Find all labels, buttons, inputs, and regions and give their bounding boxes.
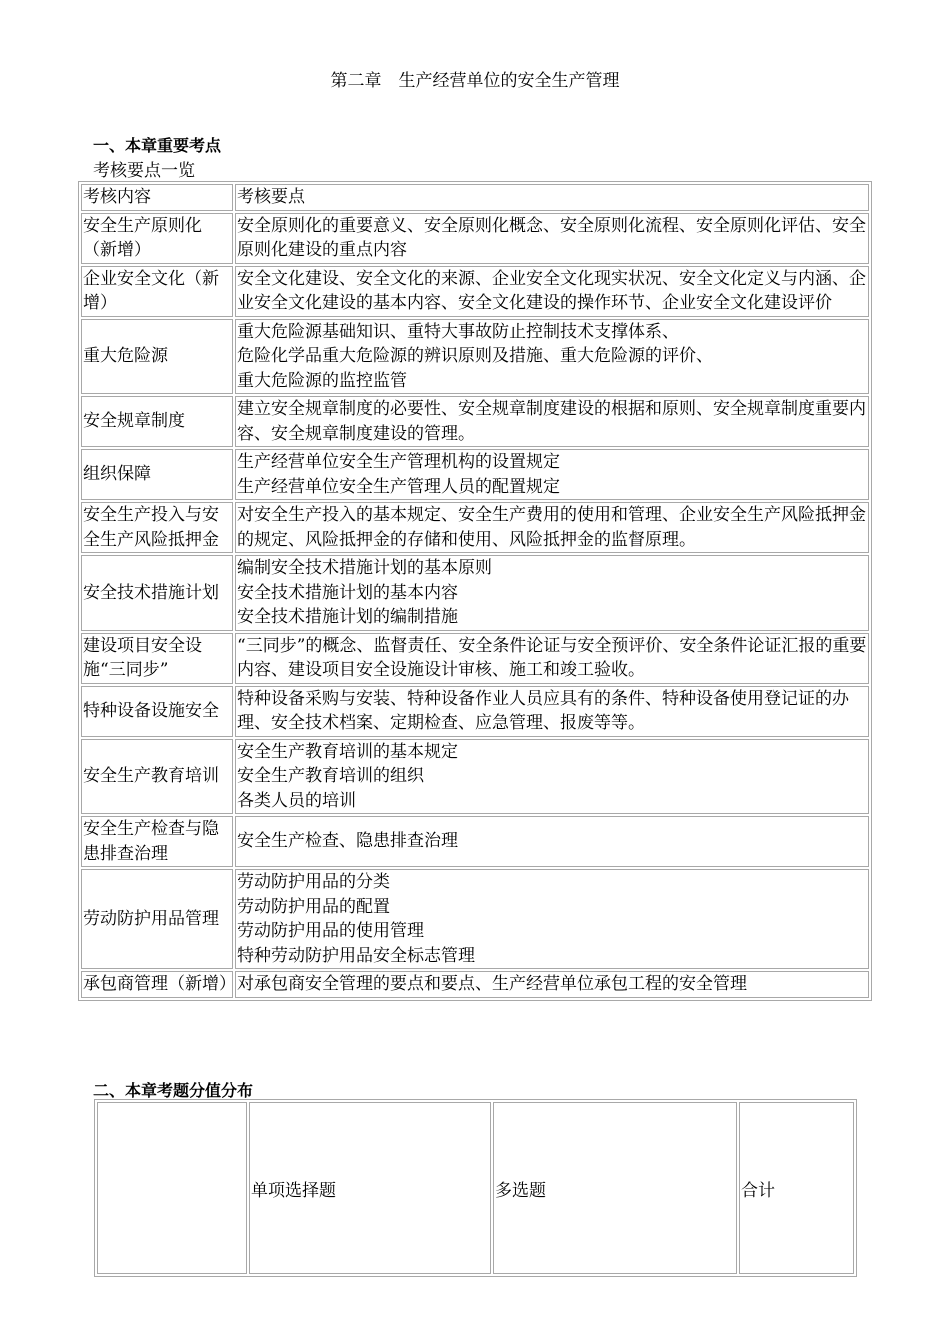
point-line: 安全文化建设、安全文化的来源、企业安全文化现实状况、安全文化定义与内涵、企业安全文化建设的基本内容、安全文化建设的操作环节、企业安全文化建设评价: [237, 268, 866, 313]
point-line: 建立安全规章制度的必要性、安全规章制度建设的根据和原则、安全规章制度重要内容、安全规章制度建设的管理。: [237, 399, 866, 444]
point-line: 安全技术措施计划的编制措施: [237, 607, 458, 627]
topic-cell: 组织保障: [81, 449, 233, 500]
point-line: 劳动防护用品的使用管理: [237, 921, 424, 941]
table-row: [81, 971, 869, 998]
points-cell: [235, 213, 869, 264]
points-cell: [235, 555, 869, 631]
points-cell: [235, 971, 869, 998]
points-cell: [235, 686, 869, 737]
points-cell: [235, 449, 869, 500]
chapter-title: 第二章 生产经营单位的安全生产管理: [330, 71, 620, 91]
point-line: 对承包商安全管理的要点和要点、生产经营单位承包工程的安全管理: [237, 974, 747, 994]
table-row: [81, 502, 869, 553]
table-row: [81, 739, 869, 815]
header-points: 考核要点: [235, 184, 869, 211]
point-line: 安全生产检查、隐患排查治理: [237, 831, 458, 852]
table-row: [81, 319, 869, 395]
table-row: [81, 213, 869, 264]
point-line: 对安全生产投入的基本规定、安全生产费用的使用和管理、企业安全生产风险抵押金的规定、风险抵押金的存储和使用、风险抵押金的监督原理。: [237, 505, 866, 550]
topic-cell: 企业安全文化（新增）: [81, 266, 233, 317]
score-col-total: 合计: [739, 1102, 854, 1274]
points-cell: [235, 869, 869, 969]
score-distribution-table: [94, 1099, 857, 1277]
score-col-multiple-choice: 多选题: [493, 1102, 737, 1274]
point-line: 编制安全技术措施计划的基本原则: [237, 558, 492, 578]
topic-cell: 重大危险源: [81, 319, 233, 395]
point-line: 各类人员的培训: [237, 790, 356, 811]
table-row: [81, 555, 869, 631]
table-row: [81, 266, 869, 317]
point-line: “三同步”的概念、监督责任、安全条件论证与安全预评价、安全条件论证汇报的重要内容、建设项目安全设施设计审核、施工和竣工验收。: [237, 635, 867, 680]
point-line: 重大危险源的监控监管: [237, 370, 407, 391]
topic-cell: 安全生产教育培训: [81, 739, 233, 815]
table-row: [81, 869, 869, 969]
points-cell: [235, 266, 869, 317]
point-line: 安全生产教育培训的基本规定: [237, 741, 458, 762]
score-col-empty: [97, 1102, 247, 1274]
topic-cell: 承包商管理（新增）: [81, 971, 233, 998]
section-heading-key-points: 一、本章重要考点: [93, 136, 222, 155]
points-cell: [235, 739, 869, 815]
key-points-table: [78, 181, 872, 1001]
topic-cell: 安全技术措施计划: [81, 555, 233, 631]
table-header-row: [81, 184, 869, 211]
topic-cell: 建设项目安全设施“三同步”: [81, 633, 233, 684]
points-cell: [235, 319, 869, 395]
header-topic: 考核内容: [81, 184, 233, 211]
topic-cell: 特种设备设施安全: [81, 686, 233, 737]
topic-cell: 劳动防护用品管理: [81, 869, 233, 969]
point-line: 安全技术措施计划的基本内容: [237, 582, 458, 603]
table-row: [81, 449, 869, 500]
point-line: 劳动防护用品的分类: [237, 872, 390, 892]
point-line: 生产经营单位安全生产管理机构的设置规定: [237, 452, 560, 472]
point-line: 安全原则化的重要意义、安全原则化概念、安全原则化流程、安全原则化评估、安全原则化建设的重点内容: [237, 215, 866, 260]
point-line: 生产经营单位安全生产管理人员的配置规定: [237, 476, 560, 497]
topic-cell: 安全生产检查与隐患排查治理: [81, 816, 233, 867]
points-cell: [235, 633, 869, 684]
score-col-single-choice: 单项选择题: [249, 1102, 491, 1274]
section-heading-score-distribution: 二、本章考题分值分布: [93, 1081, 254, 1100]
section-subheading: 考核要点一览: [93, 161, 195, 181]
point-line: 危险化学品重大危险源的辨识原则及措施、重大危险源的评价、: [237, 346, 713, 366]
table-row: [81, 816, 869, 867]
point-line: 安全生产教育培训的组织: [237, 766, 424, 786]
points-cell: [235, 502, 869, 553]
table-row: [81, 686, 869, 737]
point-line: 重大危险源基础知识、重特大事故防止控制技术支撑体系、: [237, 321, 679, 342]
point-line: 劳动防护用品的配置: [237, 896, 390, 917]
topic-cell: 安全生产投入与安全生产风险抵押金: [81, 502, 233, 553]
point-line: 特种劳动防护用品安全标志管理: [237, 945, 475, 966]
points-cell: [235, 816, 869, 867]
table-row: [81, 396, 869, 447]
table-row: [81, 633, 869, 684]
topic-cell: 安全规章制度: [81, 396, 233, 447]
point-line: 特种设备采购与安装、特种设备作业人员应具有的条件、特种设备使用登记证的办理、安全技术档案、定期检查、应急管理、报废等等。: [237, 688, 849, 733]
points-cell: [235, 396, 869, 447]
topic-cell: 安全生产原则化（新增）: [81, 213, 233, 264]
table-row: [97, 1102, 854, 1274]
